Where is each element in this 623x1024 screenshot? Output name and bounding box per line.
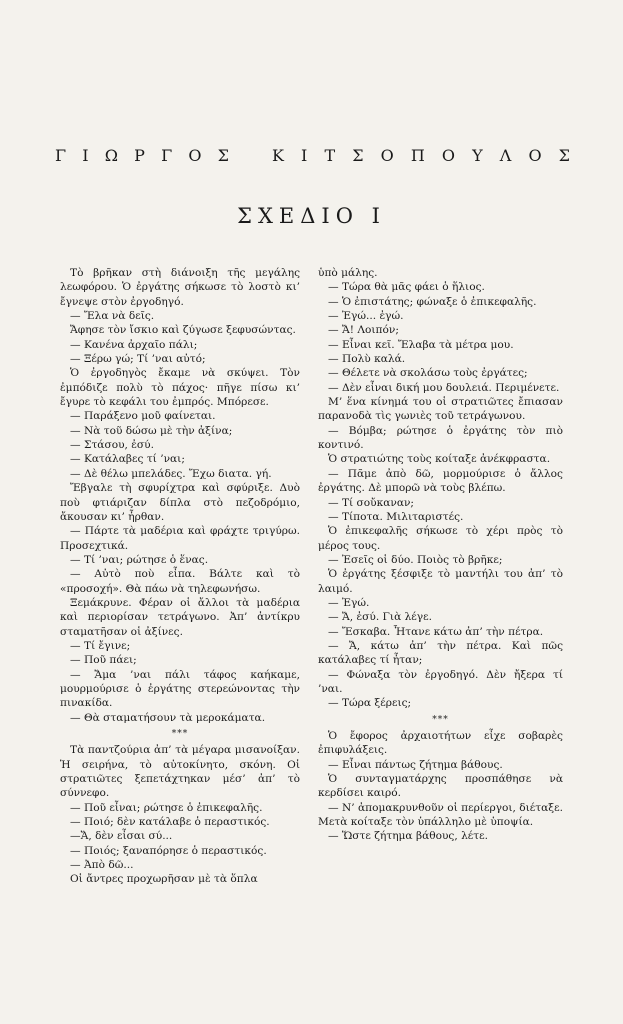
paragraph: — Ποῦ εἶναι; ρώτησε ὁ ἐπικεφαλῆς. xyxy=(70,801,263,814)
paragraph: — Κανένα ἀρχαῖο πάλι; xyxy=(70,338,198,351)
paragraph: — Ἔσκαβα. Ἦτανε κάτω ἀπ’ τὴν πέτρα. xyxy=(328,625,544,638)
paragraph: — Νὰ τοῦ δώσω μὲ τὴν ἀξίνα; xyxy=(70,424,233,437)
paragraph: — Στάσου, ἐσύ. xyxy=(70,439,154,452)
paragraph: — Ποιό; δὲν κατάλαβε ὁ περαστικός. xyxy=(70,816,270,829)
paragraph: Ὁ στρατιώτης τοὺς κοίταξε ἀνέκφραστα. xyxy=(328,453,551,466)
paragraph: Ἄφησε τὸν ἴσκιο καὶ ζύγωσε ξεφυσώντας. xyxy=(70,324,296,337)
author-letter: Λ xyxy=(499,146,512,165)
paragraph: — Παράξενο μοῦ φαίνεται. xyxy=(70,410,216,423)
paragraph: — Ἄμα ’ναι πάλι τάφος καήκαμε, μουρμούρισε ὁ ἐργάτης στερεώνοντας τὴν πινακίδα. xyxy=(60,668,300,710)
paragraph: — Δὲν εἶναι δική μου δουλειά. Περιμένετε. xyxy=(328,381,560,394)
author-first-name xyxy=(55,146,229,165)
author-letter: Π xyxy=(410,146,425,165)
paragraph: — Φώναξα τὸν ἐργοδηγό. Δὲν ἤξερα τί ’ναι. xyxy=(318,668,563,695)
section-break: *** xyxy=(171,729,189,739)
paragraph: Ὁ ἐπικεφαλῆς σήκωσε τὸ χέρι πρὸς τὸ μέρος τους. xyxy=(318,525,563,552)
paragraph: — Δὲ θέλω μπελάδες. Ἔχω διατα. γή. xyxy=(70,467,272,480)
paragraph: — Βόμβα; ρώτησε ὁ ἐργάτης τὸν πιὸ κοντινό. xyxy=(318,424,563,452)
paragraph: — Ἄ, κάτω ἀπ’ τὴν πέτρα. Καὶ πῶς κατάλαβες τί ἦταν; xyxy=(318,639,563,667)
right-column xyxy=(318,266,563,844)
paragraph: Ὁ ἔφορος ἀρχαιοτήτων εἶχε σοβαρὲς ἐπιφυλάξεις. xyxy=(318,730,563,757)
paragraph: — Ποῦ πάει; xyxy=(70,654,137,667)
paragraph: — Ὁ ἐπιστάτης; φώναξε ὁ ἐπικεφαλῆς. xyxy=(328,295,537,308)
paragraph: — Ποιός; ξαναπόρησε ὁ περαστικός. xyxy=(70,844,267,857)
paragraph: — Ὥστε ζήτημα βάθους, λέτε. xyxy=(328,830,489,843)
paragraph: ὑπὸ μάλης. xyxy=(318,267,378,279)
paragraph: — Ἄ, ἐσύ. Γιὰ λέγε. xyxy=(328,611,432,624)
paragraph: Ὁ ἐργοδηγὸς ἔκαμε νὰ σκύψει. Τὸν ἐμπόδιζε πολὺ τὸ πάχος· πῆγε πίσω κι’ ἔγυρε τὸ κεφάλι του ἐμπρός. Μπόρεσε. xyxy=(60,367,300,409)
author-letter: Γ xyxy=(161,146,173,165)
story-title: ΣΧΕΔΙΟ Ι xyxy=(237,204,386,228)
author-letter: Κ xyxy=(272,146,284,165)
author-letter: Ι xyxy=(82,146,89,165)
paragraph: — Ν’ ἀπομακρυνθοῦν οἱ περίεργοι, διέταξε. Μετὰ κοίταξε τὸν ὑπάλληλο μὲ ὑποψία. xyxy=(318,801,564,829)
paragraph: — Τί σοὔκαναν; xyxy=(328,496,414,509)
paragraph: — Ἐσεῖς οἱ δύο. Ποιὸς τὸ βρῆκε; xyxy=(328,553,503,566)
paragraph: — Θὰ σταματήσουν τὰ μεροκάματα. xyxy=(70,711,266,724)
author-letter: Ι xyxy=(301,146,308,165)
author-letter: Τ xyxy=(324,146,336,165)
paragraph: Μ’ ἕνα κίνημά του οἱ στρατιῶτες ἔπιασαν παρανοδὰ τὶς γωνιὲς τοῦ τετράγωνου. xyxy=(318,396,563,423)
author-letter: Ο xyxy=(441,146,456,165)
author-letter: Υ xyxy=(472,146,483,165)
paragraph: — Ἄ! Λοιπόν; xyxy=(328,324,399,337)
paragraph: Οἱ ἄντρες προχωρῆσαν μὲ τὰ ὅπλα xyxy=(70,873,258,886)
author-letter: Ρ xyxy=(134,146,145,165)
paragraph: Ξεμάκρυνε. Φέραν οἱ ἄλλοι τὰ μαδέρια καὶ περιορίσαν τετράγωνο. Ἀπ’ ἀντίκρυ σταματῆσαν οἱ ἀξίνες. xyxy=(60,596,300,638)
paragraph: — Εἶναι κεῖ. Ἔλαβα τὰ μέτρα μου. xyxy=(328,338,514,351)
paragraph: — Ἀπὸ δῶ... xyxy=(70,859,134,872)
section-break: *** xyxy=(432,714,449,725)
author-letter: Ω xyxy=(104,146,119,165)
author-letter: Σ xyxy=(558,146,570,165)
paragraph: — Θέλετε νὰ σκολάσω τοὺς ἐργάτες; xyxy=(328,367,528,380)
paragraph: — Πᾶμε ἀπὸ δῶ, μορμούρισε ὁ ἄλλος ἐργάτης. Δὲ μπορῶ νὰ τοὺς βλέπω. xyxy=(318,467,563,495)
paragraph: — Ἐγώ... ἐγώ. xyxy=(328,310,404,323)
paragraph: Τὰ παντζούρια ἀπ’ τὰ μέγαρα μισανοίξαν. Ἡ σειρήνα, τὸ αὐτοκίνητο, σκόνη. Οἱ στρατιῶτες ξεπετάχτηκαν μέσ’ ἀπ’ τὸ σύννεφο. xyxy=(60,744,300,800)
author-letter: Σ xyxy=(352,146,364,165)
paragraph: Τὸ βρῆκαν στὴ διάνοιξη τῆς μεγάλης λεωφόρου. Ὁ ἐργάτης σήκωσε τὸ λοστὸ κι’ ἔγνεψε στὸν ἐργοδηγό. xyxy=(60,267,300,308)
author-letter: Σ xyxy=(217,146,229,165)
paragraph: — Κατάλαβες τί ’ναι; xyxy=(70,453,185,466)
author-last-name xyxy=(272,146,570,165)
author-name xyxy=(55,146,570,165)
paragraph: — Ἐγώ. xyxy=(328,596,370,609)
author-letter: Ο xyxy=(188,146,202,165)
paragraph: — Αὐτὸ ποὺ εἶπα. Βάλτε καὶ τὸ «προσοχή». Θὰ πάω νὰ τηλεφωνήσω. xyxy=(60,568,300,595)
paragraph: — Τώρα ξέρεις; xyxy=(328,697,412,710)
paragraph: — Τώρα θὰ μᾶς φάει ὁ ἥλιος. xyxy=(328,281,485,294)
paragraph: — Ἔλα νὰ δεῖς. xyxy=(70,310,155,323)
paragraph: —Ἄ, δὲν εἶσαι σύ... xyxy=(70,830,173,843)
paragraph: — Ξέρω γώ; Τί ’ναι αὐτό; xyxy=(70,353,206,366)
paragraph: — Εἶναι πάντως ζήτημα βάθους. xyxy=(328,758,503,771)
paragraph: Ὁ ἐργάτης ξέσφιξε τὸ μαντήλι του ἀπ’ τὸ λαιμό. xyxy=(318,568,563,595)
paragraph: — Τί ἔγινε; xyxy=(70,639,131,652)
paragraph: — Τί ’ναι; ρώτησε ὁ ἕνας. xyxy=(70,553,209,566)
left-column xyxy=(60,266,300,887)
author-letter: Ο xyxy=(528,146,542,165)
paragraph: — Πάρτε τὰ μαδέρια καὶ φράχτε τριγύρω. Προσεχτικά. xyxy=(60,525,300,552)
author-letter: Ο xyxy=(380,146,394,165)
paragraph: — Πολὺ καλά. xyxy=(328,353,406,366)
author-letter: Γ xyxy=(55,146,67,165)
paragraph: — Τίποτα. Μιλιταριστές. xyxy=(328,510,464,523)
paragraph: Ὁ συνταγματάρχης προσπάθησε νὰ κερδίσει καιρό. xyxy=(318,773,563,800)
paragraph: Ἔβγαλε τὴ σφυρίχτρα καὶ σφύριξε. Δυὸ ποὺ φτιάριζαν δίπλα στὸ πεζοδρόμιο, ἄκουσαν κι’ ἦρθαν. xyxy=(60,482,300,523)
